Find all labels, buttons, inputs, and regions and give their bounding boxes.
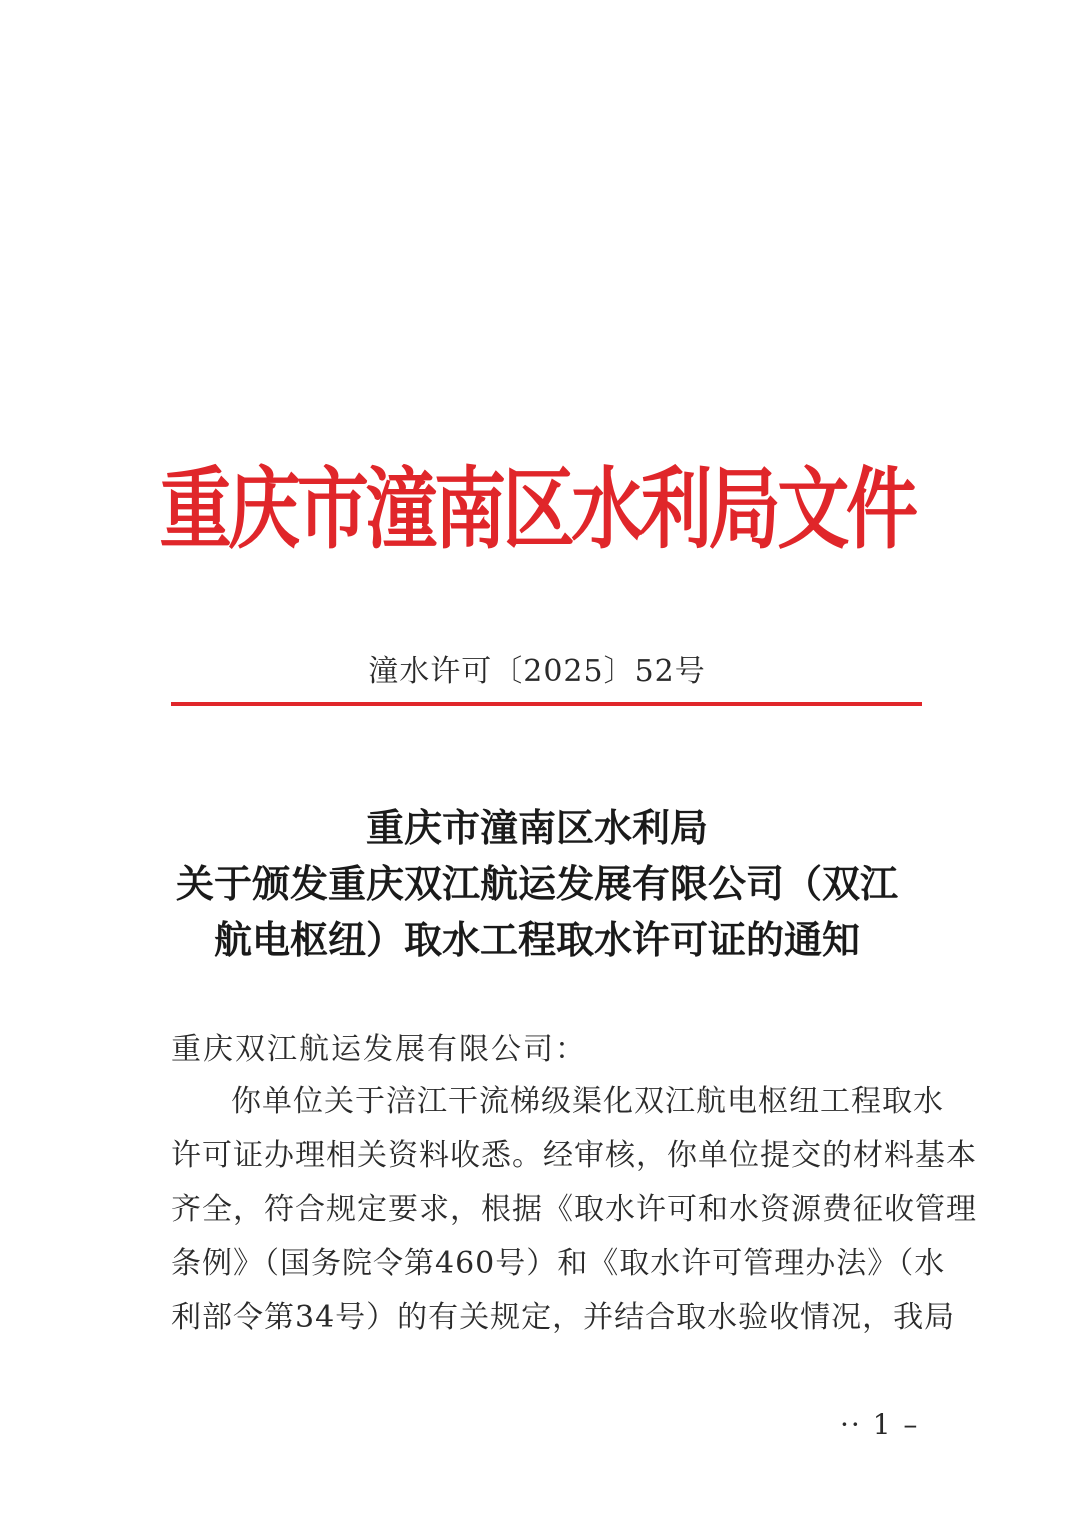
body-paragraph: [171, 1080, 977, 1350]
page-number: ·· 1 –: [840, 1408, 920, 1441]
document-number: 潼水许可〔2025〕52号: [368, 654, 706, 689]
notice-title-line-2: 关于颁发重庆双江航运发展有限公司（双江: [175, 861, 898, 906]
notice-title: [150, 800, 924, 968]
body-line-3: 齐全，符合规定要求，根据《取水许可和水资源费征收管理: [171, 1192, 977, 1227]
red-divider-line: [171, 702, 922, 706]
agency-header-title: 重庆市潼南区水利局文件: [159, 458, 915, 562]
addressee: 重庆双江航运发展有限公司：: [171, 1032, 587, 1067]
notice-title-line-3: 航电枢纽）取水工程取水许可证的通知: [213, 917, 860, 962]
body-line-5: 利部令第34号）的有关规定，并结合取水验收情况，我局: [171, 1300, 956, 1335]
body-line-4: 条例》（国务院令第460号）和《取水许可管理办法》（水: [171, 1246, 946, 1281]
body-line-1: 你单位关于涪江干流梯级渠化双江航电枢纽工程取水: [231, 1084, 944, 1119]
body-line-2: 许可证办理相关资料收悉。经审核，你单位提交的材料基本: [171, 1138, 977, 1173]
notice-title-line-1: 重庆市潼南区水利局: [365, 805, 708, 850]
